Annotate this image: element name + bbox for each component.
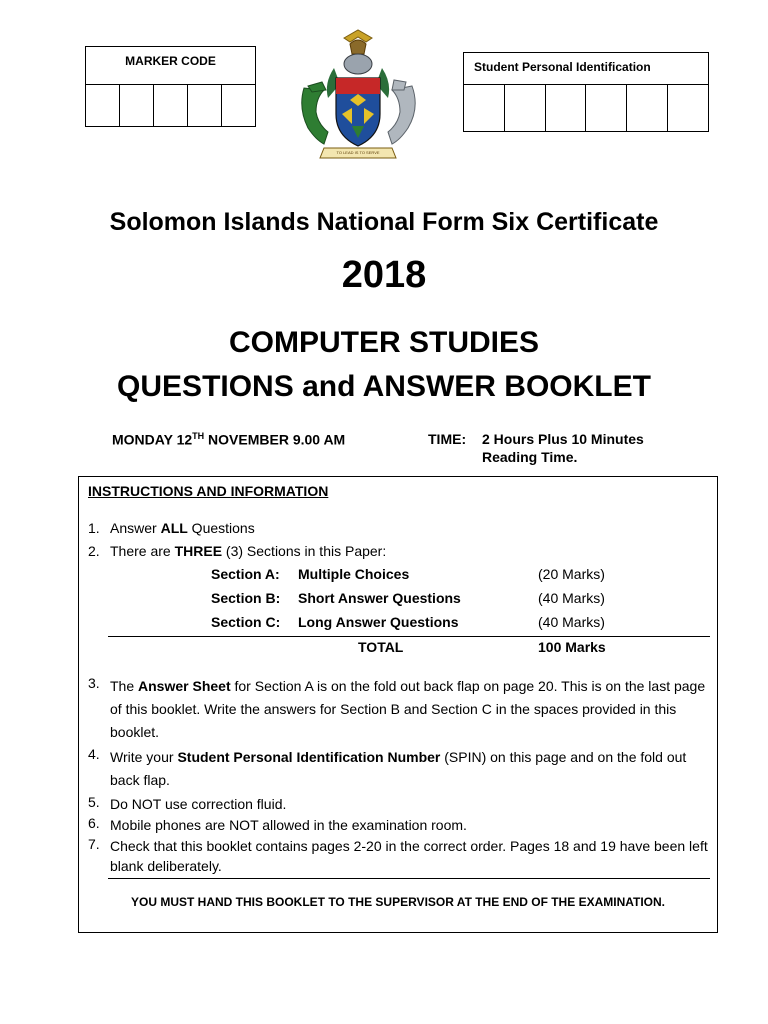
- marker-code-label: MARKER CODE: [125, 54, 216, 68]
- instruction-item-4: [88, 746, 708, 792]
- spin-cell[interactable]: [668, 85, 708, 131]
- section-a-name: Section A:: [211, 566, 280, 582]
- subject-title: COMPUTER STUDIES: [228, 326, 540, 359]
- item-number: 5.: [88, 794, 100, 810]
- item-text: The: [110, 678, 139, 694]
- marker-code-cell[interactable]: [222, 85, 255, 126]
- certificate-title: Solomon Islands National Form Six Certificate: [109, 208, 659, 236]
- section-b-name: Section B:: [211, 590, 281, 606]
- item-number: 3.: [88, 675, 100, 691]
- section-c-marks: (40 Marks): [538, 614, 605, 630]
- instructions-heading: INSTRUCTIONS AND INFORMATION: [88, 483, 329, 499]
- marker-code-box: [85, 46, 256, 127]
- exam-date-prefix: MONDAY 12: [112, 431, 193, 448]
- item-text: Questions: [187, 520, 255, 536]
- spin-cells: [464, 84, 708, 131]
- crest-motto: TO LEAD IS TO SERVE: [336, 150, 380, 155]
- item-number: 1.: [88, 520, 100, 536]
- coat-of-arms-crest: [294, 28, 422, 168]
- item-number: 6.: [88, 815, 100, 831]
- item-bold: THREE: [174, 543, 223, 559]
- instruction-item-2: [88, 540, 386, 562]
- section-b-title: Short Answer Questions: [298, 590, 461, 606]
- instruction-item-7: [88, 836, 708, 876]
- item-bold: Answer Sheet: [138, 678, 231, 694]
- exam-date-suffix: NOVEMBER 9.00 AM: [204, 431, 346, 448]
- marker-code-cells: [86, 84, 255, 126]
- exam-date-sup: TH: [192, 431, 205, 441]
- section-c-name: Section C:: [211, 614, 281, 630]
- item-text: (3) Sections in this Paper:: [222, 543, 387, 559]
- item-text: Do NOT use correction fluid.: [110, 796, 287, 812]
- marker-code-cell[interactable]: [188, 85, 222, 126]
- instruction-item-5: [88, 794, 708, 814]
- time-line1: 2 Hours Plus 10 Minutes: [482, 431, 644, 447]
- section-b-marks: (40 Marks): [538, 590, 605, 606]
- marker-code-cell[interactable]: [86, 85, 120, 126]
- section-c-title: Long Answer Questions: [298, 614, 459, 630]
- item-text: for Section A is on the fold out back flap on page 20. This is on the last page of this booklet. Write the answers for Section B and Section C in the spaces provided in this booklet.: [110, 678, 706, 740]
- item-number: 4.: [88, 746, 100, 762]
- item-text: Mobile phones are NOT allowed in the examination room.: [110, 817, 467, 833]
- item-bold: ALL: [160, 520, 188, 536]
- time-line2: Reading Time.: [482, 449, 578, 465]
- instruction-item-6: [88, 815, 708, 835]
- item-number: 7.: [88, 836, 100, 852]
- total-marks: 100 Marks: [538, 639, 606, 655]
- spin-cell[interactable]: [546, 85, 587, 131]
- item-number: 2.: [88, 543, 100, 559]
- instruction-item-1: [88, 517, 255, 539]
- total-divider: [108, 636, 710, 637]
- marker-code-cell[interactable]: [120, 85, 154, 126]
- item-text: Answer: [110, 520, 161, 536]
- instruction-item-3: [88, 675, 708, 744]
- spin-cell[interactable]: [505, 85, 546, 131]
- spin-box: [463, 52, 709, 132]
- hand-in-notice: YOU MUST HAND THIS BOOKLET TO THE SUPERVISOR AT THE END OF THE EXAMINATION.: [130, 895, 666, 909]
- section-a-marks: (20 Marks): [538, 566, 605, 582]
- exam-year: 2018: [341, 254, 427, 296]
- spin-cell[interactable]: [627, 85, 668, 131]
- exam-date: [112, 431, 345, 448]
- item-bold: Student Personal Identification Number: [177, 749, 441, 765]
- instructions-box: [78, 476, 718, 933]
- booklet-title: QUESTIONS and ANSWER BOOKLET: [117, 370, 651, 403]
- spin-cell[interactable]: [586, 85, 627, 131]
- time-label: TIME:: [428, 431, 467, 447]
- spin-cell[interactable]: [464, 85, 505, 131]
- footer-divider: [108, 878, 710, 879]
- spin-label: Student Personal Identification: [474, 60, 651, 74]
- item-text: There are: [110, 543, 175, 559]
- item-text: (SPIN) on this page and on the fold out back flap.: [110, 749, 687, 788]
- marker-code-cell[interactable]: [154, 85, 188, 126]
- item-text: Write your: [110, 749, 178, 765]
- total-label: TOTAL: [358, 639, 404, 655]
- item-text: Check that this booklet contains pages 2-20 in the correct order. Pages 18 and 19 have been left blank deliberately.: [110, 838, 708, 874]
- section-a-title: Multiple Choices: [298, 566, 410, 582]
